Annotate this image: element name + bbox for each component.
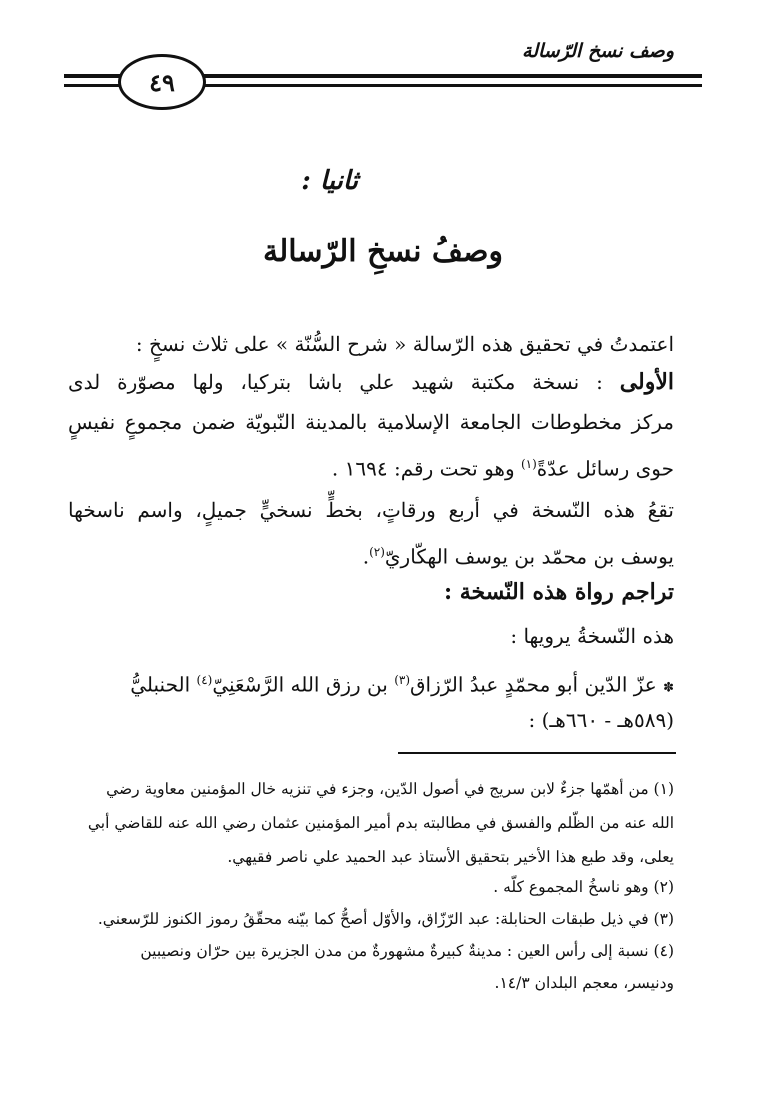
running-title: وصف نسخ الرّسالة [522,40,674,62]
first-copy-text-3b: وهو تحت رقم: ١٦٩٤ . [331,456,521,481]
section-title: وصفُ نسخِ الرّسالة [263,234,503,269]
page-number-text: ٤٩ [149,67,175,97]
footnote-3: (٣) في ذيل طبقات الحنابلة: عبد الرّزّاق، والأوّل أصحُّ كما بيّنه محقّقُ رموز الكنوز للرّسعني. [97,910,674,928]
description-line-2 [363,534,674,575]
first-copy-line-3 [332,446,674,487]
narrators-heading: تراجم رواة هذه النّسخة : [443,579,674,605]
first-copy-text-3a: حوى رسائل عدّةً [536,456,674,481]
footnote-ref-1[interactable]: (١) [520,457,537,471]
first-copy-label: الأولى [619,369,675,395]
narrators-intro: هذه النّسخةُ يرويها : [510,624,674,648]
narrator-name-c: الحنبليُّ [130,672,197,697]
bullet-icon: ✽ [663,680,674,696]
footnote-ref-3[interactable]: (٣) [394,673,411,687]
first-copy-text-1: : نسخة مكتبة شهيد علي باشا بتركيا، ولها مصوّرة لدى [68,370,603,394]
footnote-4-line-2: ودنيسر، معجم البلدان ١٤/٣. [494,974,674,992]
first-copy-line-1 [68,364,674,400]
footnote-1-line-1: (١) من أهمّها جزءٌ لابن سريج في أصول الدّين، وجزء في تنزيه خال المؤمنين معاوية رضي [106,780,674,798]
narrator-name-b: بن رزق الله الرَّسْعَنِيّ [212,672,395,697]
narrator-dates: (٥٨٩هـ - ٦٦٠هـ) : [528,708,674,732]
copyist-name: يوسف بن محمّد بن يوسف الهكّاريّ [384,544,674,569]
footnote-4-line-1: (٤) نسبة إلى رأس العين : مدينةٌ كبيرةٌ مشهورةٌ من مدن الجزيرة بين حرّان ونصيبين [140,942,674,960]
narrator-line [130,662,674,707]
intro-paragraph: اعتمدتُ في تحقيق هذه الرّسالة « شرح السُّنّة » على ثلاث نسخٍ : [135,332,674,356]
first-copy-line-2: مركز مخطوطات الجامعة الإسلامية بالمدينة النّبويّة ضمن مجموعٍ نفيسٍ [68,410,674,434]
narrator-name-a: عزّ الدّين أبو محمّدٍ عبدُ الرّزاق [410,672,657,697]
footnote-1-line-2: الله عنه من الظّلم والفسق في مطالبته بدم أمير المؤمنين عثمان رضي الله عنه للقاضي أبي [87,814,674,832]
page-number [118,54,206,110]
section-label: ثانيا : [301,166,358,196]
footnote-ref-4[interactable]: (٤) [196,673,213,687]
footnote-2: (٢) وهو ناسخُ المجموع كلّه . [493,878,674,896]
footnote-ref-2[interactable]: (٢) [369,545,385,559]
description-line-1: تقعُ هذه النّسخة في أربع ورقاتٍ، بخطٍّ نسخيٍّ جميلٍ، واسم ناسخها [68,498,674,522]
footnote-1-line-3: يعلى، وقد طبع هذا الأخير بتحقيق الأستاذ عبد الحميد علي ناصر فقيهي. [227,848,674,866]
sentence-end: . [362,544,370,569]
footnote-divider [398,752,676,754]
